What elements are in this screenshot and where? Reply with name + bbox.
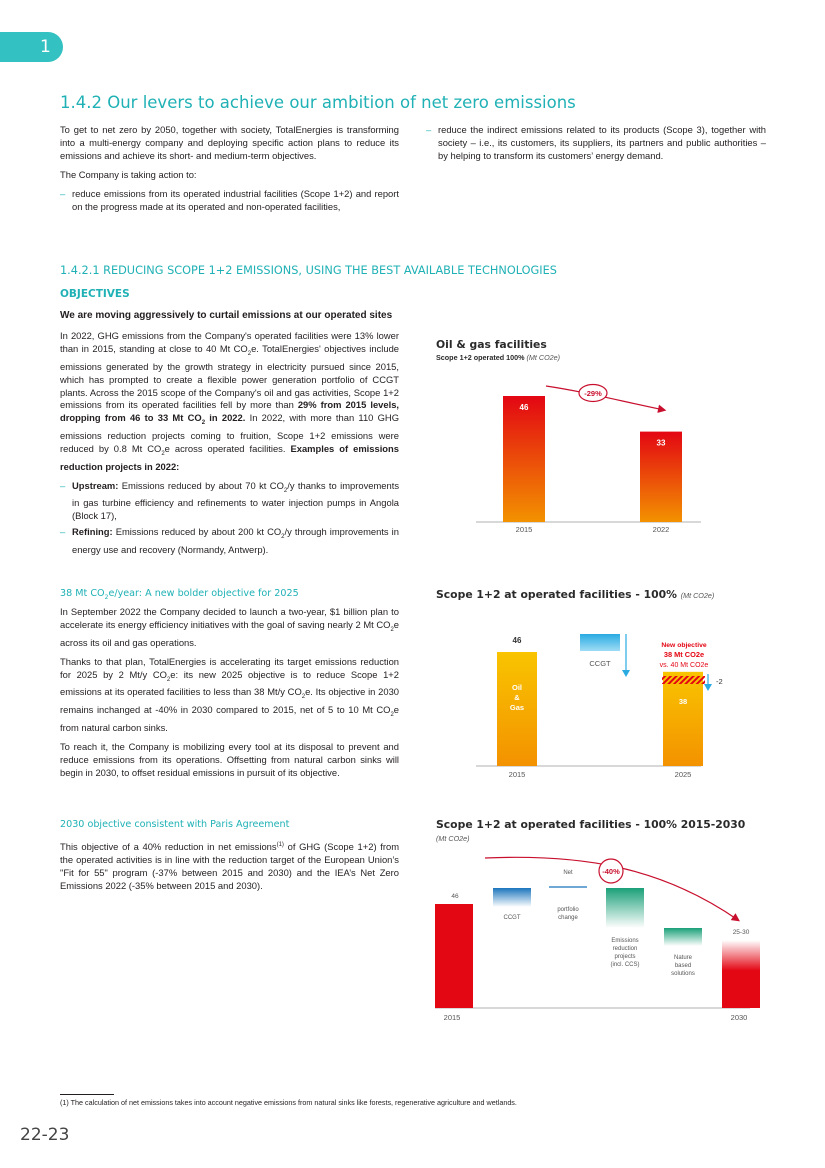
chart2-value-2025: 38 xyxy=(678,697,688,706)
chart3-step-ccgt-label: CCGT xyxy=(503,915,521,921)
block2-title: 38 Mt $CO_2e$/year: A new bolder objective for 2025 xyxy=(60,588,299,601)
chart2-delta-arrow-head xyxy=(704,684,712,691)
chart2-x-label-2015: 2015 xyxy=(508,770,526,779)
chart3-scope12-2030 xyxy=(410,848,760,1026)
chart3-bar-2015 xyxy=(435,904,473,1008)
chart3-step-net-portfolio-label-3: change xyxy=(558,915,578,921)
upstream-bullet: – Upstream: Emissions reduced by about 70 kt $CO_2/y$ thanks to improvements in gas turbine efficiency and refinements to water injection pumps in Angola (Block 17), xyxy=(60,480,399,524)
chart2-new-objective-compare: vs. 40 Mt CO2e xyxy=(659,662,709,669)
chart3-step-ccgt xyxy=(493,888,531,907)
chart3-step-nature-based-label-3: solutions xyxy=(671,971,695,977)
intro-left-column xyxy=(60,124,399,219)
moving-heading: We are moving aggressively to curtail emissions at our operated sites xyxy=(60,310,393,321)
block2-paragraph-1: In September 2022 the Company decided to launch a two-year, $1 billion plan to accelerate its energy efficiency initiatives with the goal of saving nearly 2 Mt $CO_2e$ across its oil and gas operations. xyxy=(60,606,399,648)
chart3-value-2030: 25-30 xyxy=(732,929,750,936)
chart2-ccgt-block xyxy=(580,634,620,651)
chart1-x-label-2015: 2015 xyxy=(515,525,533,534)
subsection-title: 1.4.2.1 REDUCING SCOPE 1+2 EMISSIONS, USING THE BEST AVAILABLE TECHNOLOGIES xyxy=(60,264,557,277)
chart2-bar-2025 xyxy=(663,672,703,766)
chart3-step-nature-based-label-2: based xyxy=(674,963,692,969)
chart2-hatched-gap xyxy=(662,676,705,684)
chart2-bar1-label-gas: Gas xyxy=(509,703,525,712)
chart2-value-2015: 46 xyxy=(512,636,522,645)
chart1-value-2015: 46 xyxy=(519,403,529,412)
block1-paragraph: In 2022, GHG emissions from the Company's operated facilities were 13% lower than in 2015, standing at close to 40 Mt $CO_2e$. TotalEnergies' objectives include emissions generated by the growth strategy in electricity pursued since 2015, which has prompted to create a flexible power generation portfolio of CCGT plants. Across the 2015 scope of the Company's oil and gas activities, Scope 1+2 emissions from its operated facilities fell by more than 29% from 2015 levels, dropping from 46 to 33 Mt $CO_2$ in 2022. In 2022, with more than 110 GHG emissions reduction projects coming to fruition, Scope 1+2 emissions were reduced by 0.8 Mt $CO_2e$ across operated facilities. Examples of emissions reduction projects in 2022: xyxy=(60,330,400,472)
chart1-bar-2015 xyxy=(503,396,545,522)
block3-title: 2030 objective consistent with Paris Agreement xyxy=(60,819,290,830)
block2-paragraph-3: To reach it, the Company is mobilizing every tool at its disposal to prevent and reduce emissions from its operations. Offsetting from natural carbon sinks will begin in 2030, to offset residual emissions in pursuit of its objective. xyxy=(60,740,399,778)
chart1-subtitle: Scope 1+2 operated 100% (Mt CO2e) xyxy=(436,353,561,362)
chart3-step-net-portfolio-label-1: Net xyxy=(563,870,573,876)
chart3-value-2015: 46 xyxy=(451,893,459,900)
intro-bullet-scope12: – reduce emissions from its operated industrial facilities (Scope 1+2) and report on the progress made at its operated and non-operated facilities, xyxy=(60,188,399,214)
chart1-value-2022: 33 xyxy=(656,438,666,448)
page-number: 22-23 xyxy=(20,1125,70,1145)
intro-bullet-scope3: – reduce the indirect emissions related to its products (Scope 3), together with society – i.e., its customers, its suppliers, its partners and public authorities – by helping to transform its customers’ energy demand. xyxy=(426,124,766,163)
intro-paragraph: To get to net zero by 2050, together with society, TotalEnergies is transforming into a multi-energy company and deploying specific action plans to reduce its emissions and achieve its short- and medium-term objectives. xyxy=(60,124,399,161)
chart3-change-label: -40% xyxy=(602,867,620,876)
chart2-bar1-label-amp: & xyxy=(514,693,520,702)
chart3-step-net-portfolio-label-2: portfolio xyxy=(557,907,579,913)
chart3-x-label-2030: 2030 xyxy=(730,1013,748,1022)
chart2-scope12-2025 xyxy=(436,604,726,784)
refining-bullet: – Refining: Emissions reduced by about 200 kt $CO_2/y$ through improvements in energy use and recovery (Normandy, Antwerp). xyxy=(60,526,399,557)
chapter-tab: 1 xyxy=(0,32,63,62)
chart1-change-label: -29% xyxy=(584,389,602,398)
chart1-title: Oil & gas facilities xyxy=(436,338,547,351)
block1-text xyxy=(60,330,399,563)
chart1-oil-gas xyxy=(436,364,726,539)
block3-paragraph: This objective of a 40% reduction in net emissions$^{(1)}$ of GHG (Scope 1+2) from the operated activities is in line with the reduction target of the European Union’s "Fit for 55" program (-37% between 2015 and 2030) and the IEA’s Net Zero Emissions 2022 (-35% between 2015 and 2030). xyxy=(60,841,400,891)
intro-lead: The Company is taking action to: xyxy=(60,168,197,180)
block2-text xyxy=(60,606,399,785)
chart3-x-label-2015: 2015 xyxy=(443,1013,461,1022)
chart3-step-emissions-reduction xyxy=(606,888,644,928)
chart2-delta-label: -2 xyxy=(716,677,723,686)
chart2-ccgt-arrow-head xyxy=(622,670,630,677)
chart2-ccgt-label: CCGT xyxy=(589,659,611,668)
chart1-x-label-2022: 2022 xyxy=(652,525,670,534)
chart2-new-objective-title: New objective xyxy=(661,642,707,649)
chart2-new-objective-value: 38 Mt CO2e xyxy=(663,650,705,659)
chart3-step-nature-based-label-1: Nature xyxy=(673,955,693,961)
footnote-rule xyxy=(60,1094,114,1095)
chart3-step-nature-based xyxy=(664,928,702,946)
chart3-step-emissions-reduction-label-4: (incl. CCS) xyxy=(610,962,640,968)
chart2-title: Scope 1+2 at operated facilities - 100% (Mt CO2e) xyxy=(436,588,715,601)
footnote: (1) The calculation of net emissions takes into account negative emissions from natural sinks like forests, regenerative agriculture and wetlands. xyxy=(60,1098,517,1107)
chart3-title: Scope 1+2 at operated facilities - 100% 2015-2030 xyxy=(436,818,746,831)
chart3-step-emissions-reduction-label-3: projects xyxy=(614,954,636,960)
chart3-bar-2030 xyxy=(722,940,760,1008)
chart3-step-emissions-reduction-label-1: Emissions xyxy=(611,938,639,944)
block2-paragraph-2: Thanks to that plan, TotalEnergies is accelerating its target emissions reduction for 2025 by 2 Mt/y $CO_2e$: its new 2025 objective is to reduce Scope 1+2 emissions at its operated facilities to less than 38 Mt/y $CO_2e$. Its objective in 2030 remains inchanged at -40% in 2030 compared to 2015, net of 5 to 10 Mt $CO_2e$ from natural carbon sinks. xyxy=(60,655,399,733)
chart3-step-emissions-reduction-label-2: reduction xyxy=(612,946,638,952)
chart2-x-label-2025: 2025 xyxy=(674,770,692,779)
chart3-unit: (Mt CO2e) xyxy=(436,834,470,843)
intro-right-column xyxy=(426,124,766,169)
objectives-heading: OBJECTIVES xyxy=(60,288,130,300)
chart2-bar1-label-oil: Oil xyxy=(511,683,523,692)
block3-text xyxy=(60,839,399,899)
section-title: 1.4.2 Our levers to achieve our ambition of net zero emissions xyxy=(60,93,576,112)
